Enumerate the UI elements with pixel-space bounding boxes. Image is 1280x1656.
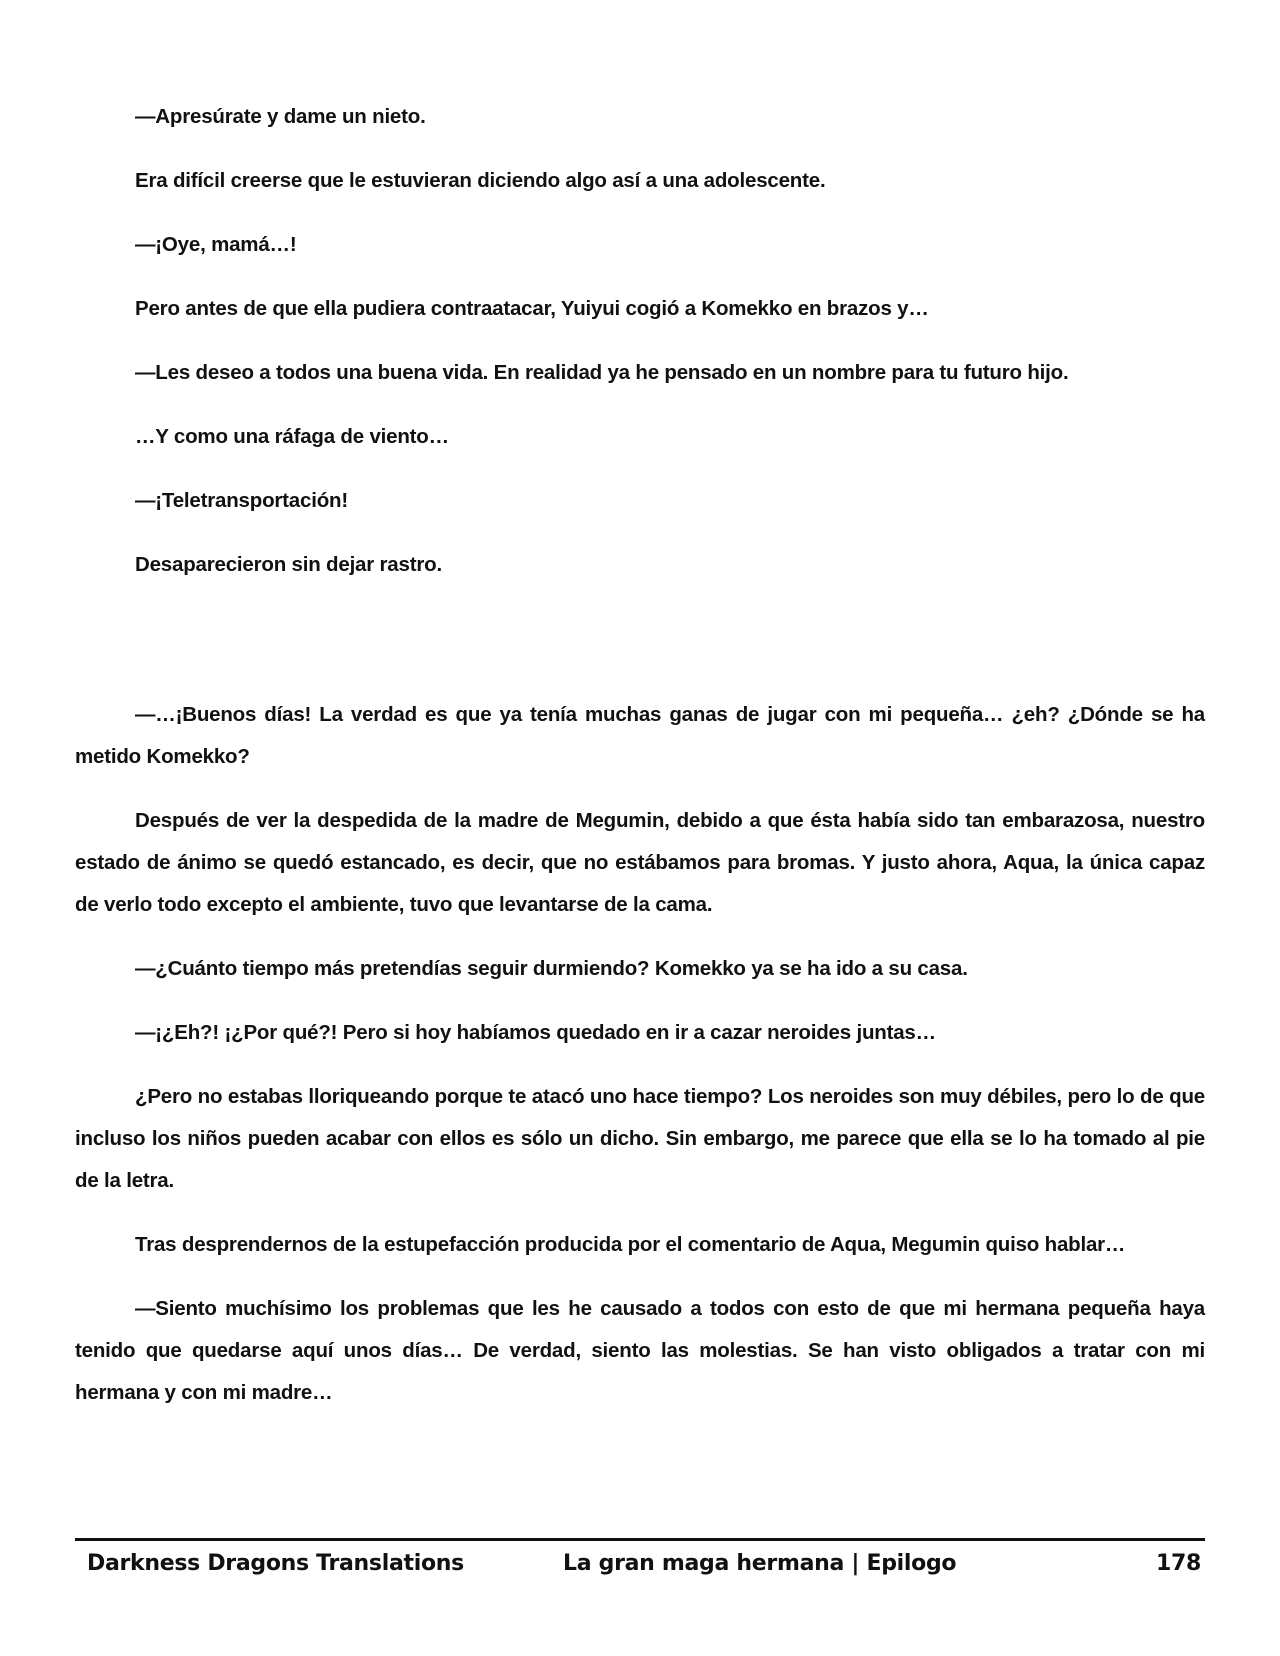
- paragraph: …Y como una ráfaga de viento…: [135, 425, 449, 448]
- page-body: [75, 96, 1205, 1436]
- page-footer: [75, 1538, 1205, 1591]
- page-number: 178: [1155, 1551, 1201, 1576]
- footer-chapter-title: La gran maga hermana | Epilogo: [563, 1551, 957, 1576]
- paragraph: —¿Cuánto tiempo más pretendías seguir durmiendo? Komekko ya se ha ido a su casa.: [135, 957, 968, 980]
- paragraph: Pero antes de que ella pudiera contraatacar, Yuiyui cogió a Komekko en brazos y…: [135, 297, 929, 320]
- paragraph: —Les deseo a todos una buena vida. En realidad ya he pensado en un nombre para tu futuro hijo.: [135, 361, 1069, 384]
- paragraph: —¡Teletransportación!: [135, 489, 348, 512]
- section-break: [75, 608, 1205, 694]
- paragraph: —…¡Buenos días! La verdad es que ya tenía muchas ganas de jugar con mi pequeña… ¿eh? ¿Dónde se ha metido Komekko?: [75, 703, 1205, 768]
- paragraph: Después de ver la despedida de la madre de Megumin, debido a que ésta había sido tan embarazosa, nuestro estado de ánimo se quedó estancado, es decir, que no estábamos para bromas. Y justo ahora, Aqua, la única capaz de verlo todo excepto el ambiente, tuvo que levantarse de la cama.: [75, 809, 1205, 916]
- paragraph: Desaparecieron sin dejar rastro.: [135, 553, 442, 576]
- paragraph: ¿Pero no estabas lloriqueando porque te atacó uno hace tiempo? Los neroides son muy débiles, pero lo de que incluso los niños pueden acabar con ellos es sólo un dicho. Sin embargo, me parece que ella se lo ha tomado al pie de la letra.: [75, 1085, 1205, 1192]
- paragraph: —Apresúrate y dame un nieto.: [135, 105, 426, 128]
- paragraph: —Siento muchísimo los problemas que les he causado a todos con esto de que mi hermana pequeña haya tenido que quedarse aquí unos días… De verdad, siento las molestias. Se han visto obligados a tratar con mi hermana y con mi madre…: [75, 1297, 1205, 1404]
- paragraph: —¡¿Eh?! ¡¿Por qué?! Pero si hoy habíamos quedado en ir a cazar neroides juntas…: [135, 1021, 936, 1044]
- paragraph: Era difícil creerse que le estuvieran diciendo algo así a una adolescente.: [135, 169, 826, 192]
- footer-translator-credit: Darkness Dragons Translations: [87, 1551, 464, 1576]
- paragraph: —¡Oye, mamá…!: [135, 233, 297, 256]
- paragraph: Tras desprendernos de la estupefacción producida por el comentario de Aqua, Megumin quiso hablar…: [135, 1233, 1126, 1256]
